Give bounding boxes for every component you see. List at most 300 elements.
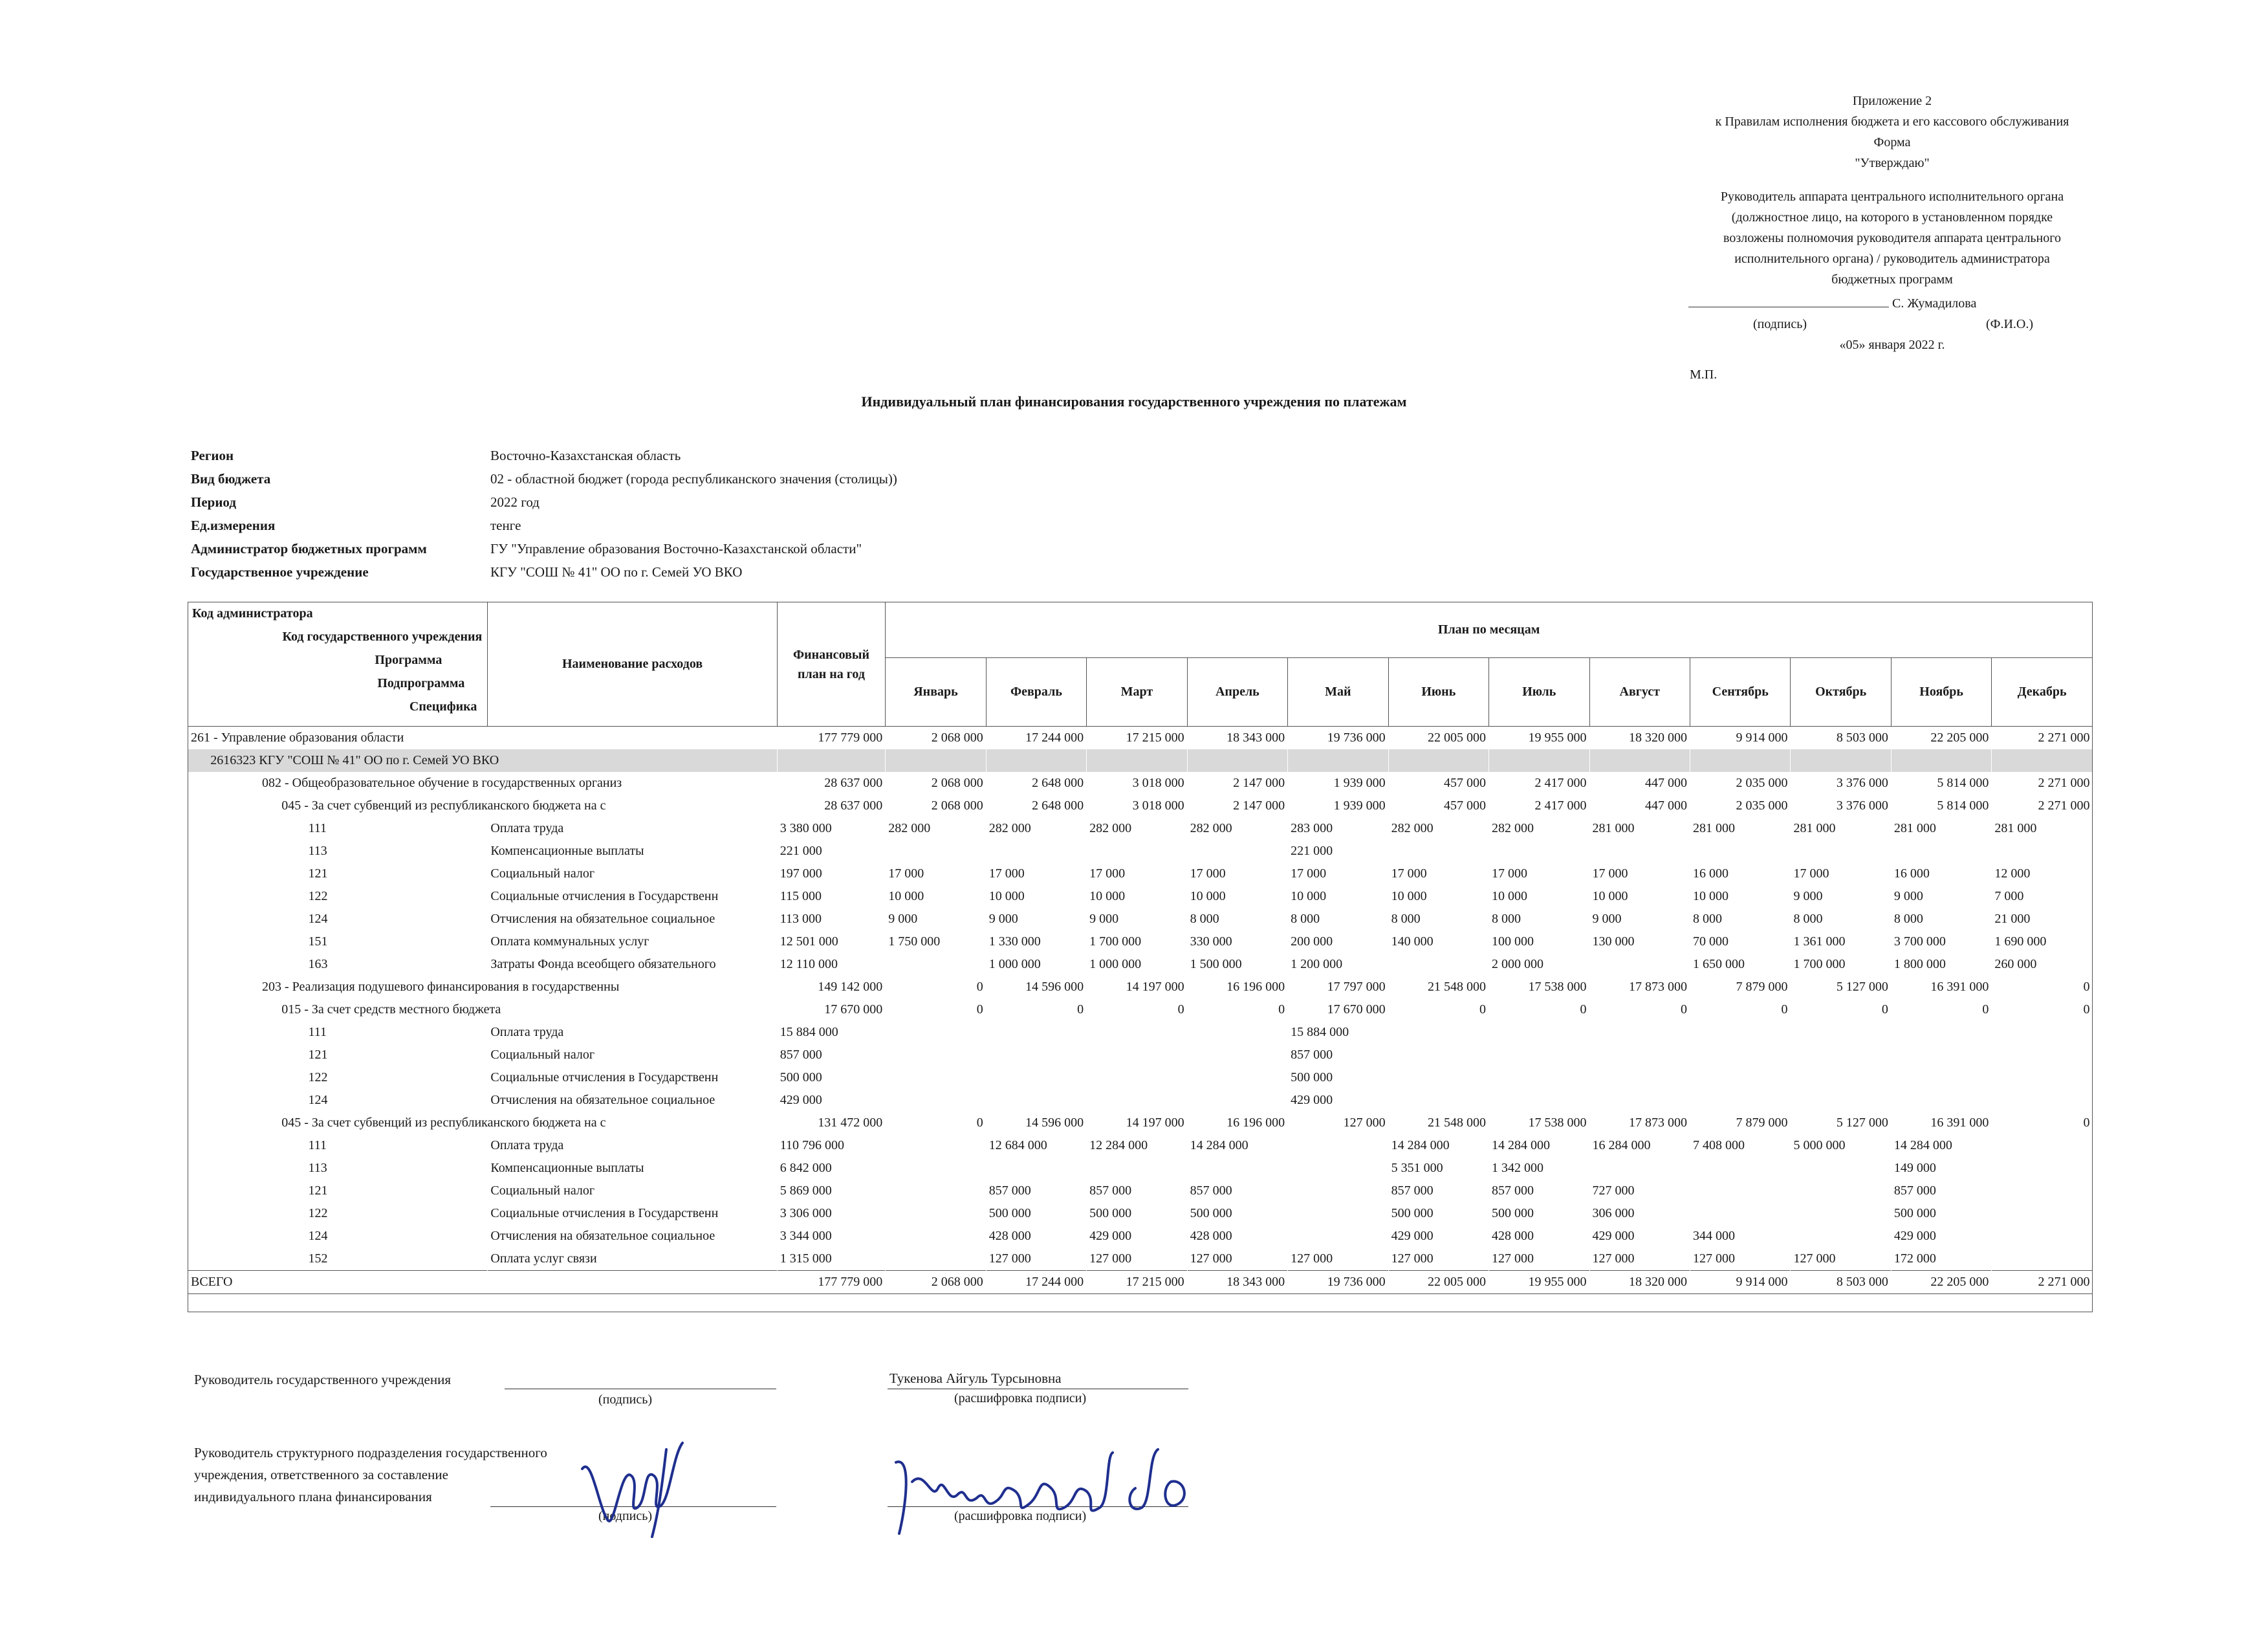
row-month-12	[1992, 1225, 2093, 1248]
row-month-1	[886, 1044, 986, 1066]
row-month-5	[1288, 1225, 1388, 1248]
row-month-5: 857 000	[1291, 1048, 1333, 1062]
row-code: 151	[308, 934, 328, 949]
row-code: 152	[308, 1251, 328, 1266]
row-annual-plan: 3 306 000	[780, 1206, 832, 1220]
row-month-12: 2 271 000	[2038, 776, 2090, 790]
month-header-5: Май	[1288, 658, 1388, 727]
row-month-7	[1489, 840, 1589, 863]
rules-label: к Правилам исполнения бюджета и его кассового обслуживания	[1715, 115, 2069, 129]
head-name-line	[888, 1372, 1188, 1389]
table-row	[188, 1134, 2093, 1157]
row-month-9: 344 000	[1692, 1229, 1735, 1243]
row-annual-plan: 177 779 000	[777, 727, 886, 750]
row-month-12	[1992, 1089, 2093, 1112]
row-month-12	[1992, 1248, 2093, 1271]
month-header-3: Март	[1087, 658, 1187, 727]
month-header-9: Сентябрь	[1690, 658, 1790, 727]
row-month-10	[1791, 1021, 1891, 1044]
head-line-4: исполнительного органа) / руководитель администратора	[1734, 252, 2050, 266]
row-month-5: 17 670 000	[1327, 1002, 1386, 1017]
row-annual-plan: 113 000	[780, 912, 822, 926]
row-month-10: 1 361 000	[1793, 934, 1846, 949]
row-code: 111	[308, 821, 327, 835]
document-title: Индивидуальный план финансирования государственного учреждения по платежам	[861, 393, 1407, 410]
row-annual-plan: 115 000	[780, 889, 822, 903]
row-month-4: 500 000	[1190, 1206, 1232, 1220]
row-name: Оплата труда	[490, 1138, 564, 1152]
head-name: Тукенова Айгуль Турсыновна	[889, 1370, 1062, 1386]
head-line-5: бюджетных программ	[1831, 272, 1953, 287]
row-month-11	[1891, 840, 1991, 863]
row-code: 121	[308, 1183, 328, 1198]
table-row	[188, 930, 2093, 953]
row-annual-plan: 110 796 000	[780, 1138, 844, 1152]
row-month-7: 0	[1580, 1002, 1587, 1017]
row-name: Оплата труда	[490, 1025, 564, 1039]
row-month-4: 857 000	[1190, 1183, 1232, 1198]
row-month-4: 330 000	[1190, 934, 1232, 949]
row-month-9: 0	[1781, 1002, 1788, 1017]
row-code: 124	[308, 1093, 328, 1107]
row-month-8: 727 000	[1592, 1183, 1635, 1198]
row-month-3	[1087, 1044, 1187, 1066]
table-row	[188, 998, 2093, 1021]
appendix-label: Приложение 2	[1852, 94, 1932, 108]
row-month-12: 260 000	[1994, 957, 2037, 971]
row-month-1: 0	[976, 1116, 983, 1130]
row-month-4: 16 196 000	[1227, 1116, 1285, 1130]
name-header: Наименование расходов	[488, 602, 777, 727]
table-row	[188, 976, 2093, 998]
row-month-7: 17 538 000	[1528, 980, 1587, 994]
row-month-9	[1690, 1089, 1790, 1112]
row-month-12: 12 000	[1994, 866, 2031, 881]
head-line-1: Руководитель аппарата центрального исполнительного органа	[1720, 190, 2064, 204]
row-name: Социальный налог	[490, 1048, 595, 1062]
row-month-10: 8 503 000	[1791, 727, 1891, 750]
row-month-2: 12 684 000	[988, 1138, 1047, 1152]
row-month-11: 5 814 000	[1937, 776, 1989, 790]
row-month-2	[986, 1044, 1086, 1066]
approval-signature-line	[1688, 290, 1889, 307]
row-month-5: 10 000	[1291, 889, 1327, 903]
row-month-9	[1690, 1180, 1790, 1202]
row-month-10: 8 000	[1793, 912, 1823, 926]
row-name: Отчисления на обязательное социальное	[490, 1229, 715, 1243]
row-month-5	[1288, 1202, 1388, 1225]
row-month-7: 19 955 000	[1489, 1271, 1589, 1294]
row-month-10	[1791, 1157, 1891, 1180]
meta-key-region: Регион	[191, 448, 234, 463]
row-month-8: 16 284 000	[1592, 1138, 1651, 1152]
table-row	[188, 1044, 2093, 1066]
row-month-10	[1791, 1180, 1891, 1202]
row-month-9: 9 914 000	[1690, 727, 1790, 750]
row-month-11	[1891, 1089, 1991, 1112]
row-month-7: 2 417 000	[1534, 798, 1587, 813]
row-month-2: 282 000	[988, 821, 1031, 835]
table-row	[188, 1066, 2093, 1089]
row-month-6: 10 000	[1391, 889, 1427, 903]
table-row	[188, 749, 2093, 772]
code-header-institution: Код государственного учреждения	[282, 630, 483, 644]
row-month-3: 857 000	[1089, 1183, 1132, 1198]
row-month-11: 149 000	[1893, 1161, 1936, 1175]
row-month-7: 282 000	[1492, 821, 1534, 835]
row-month-10	[1791, 1044, 1891, 1066]
code-header-subprogram: Подпрограмма	[377, 676, 465, 690]
month-header-4: Апрель	[1187, 658, 1287, 727]
row-month-6: 22 005 000	[1388, 727, 1488, 750]
row-month-1: 2 068 000	[886, 1271, 986, 1294]
row-month-10	[1791, 1089, 1891, 1112]
row-annual-plan: 28 637 000	[824, 776, 883, 790]
month-header-11: Ноябрь	[1891, 658, 1991, 727]
row-month-8: 447 000	[1644, 798, 1687, 813]
row-month-5: 15 884 000	[1291, 1025, 1349, 1039]
row-month-10	[1791, 1225, 1891, 1248]
row-month-1: 2 068 000	[931, 798, 983, 813]
row-month-6: 429 000	[1391, 1229, 1434, 1243]
row-month-3: 12 284 000	[1089, 1138, 1148, 1152]
row-annual-plan: 149 142 000	[818, 980, 883, 994]
row-month-8	[1589, 1089, 1690, 1112]
row-month-11	[1891, 1066, 1991, 1089]
struct-line-2: учреждения, ответственного за составление	[194, 1467, 448, 1482]
head-signature-line	[505, 1372, 776, 1389]
row-month-5: 1 939 000	[1333, 776, 1386, 790]
table-row	[188, 953, 2093, 976]
row-annual-plan: 28 637 000	[824, 798, 883, 813]
row-code: ВСЕГО	[188, 1271, 778, 1294]
row-month-11: 500 000	[1893, 1206, 1936, 1220]
row-annual-plan: 3 344 000	[780, 1229, 832, 1243]
row-month-8	[1589, 1021, 1690, 1044]
row-month-11: 22 205 000	[1891, 1271, 1991, 1294]
row-month-9	[1690, 1202, 1790, 1225]
table-row	[188, 885, 2093, 908]
row-month-5: 19 736 000	[1288, 1271, 1388, 1294]
row-month-10: 9 000	[1793, 889, 1823, 903]
row-month-10	[1791, 749, 1891, 772]
row-code: 163	[308, 957, 328, 971]
row-month-6	[1388, 1089, 1488, 1112]
table-row	[188, 1225, 2093, 1248]
row-month-1: 2 068 000	[886, 727, 986, 750]
row-month-7: 127 000	[1492, 1251, 1534, 1266]
row-annual-plan: 857 000	[780, 1048, 822, 1062]
row-month-2: 2 648 000	[1032, 798, 1084, 813]
row-month-7: 2 417 000	[1534, 776, 1587, 790]
row-month-2: 14 596 000	[1025, 980, 1084, 994]
row-month-12: 2 271 000	[2038, 798, 2090, 813]
row-month-8	[1589, 1066, 1690, 1089]
row-month-11: 281 000	[1893, 821, 1936, 835]
row-month-9	[1690, 840, 1790, 863]
row-annual-plan: 17 670 000	[824, 1002, 883, 1017]
row-annual-plan: 12 110 000	[780, 957, 838, 971]
row-month-8	[1589, 953, 1690, 976]
row-month-2	[986, 1066, 1086, 1089]
row-month-1: 282 000	[888, 821, 931, 835]
row-name: Социальные отчисления в Государственн	[490, 889, 719, 903]
row-month-4: 2 147 000	[1233, 798, 1285, 813]
row-month-5	[1288, 1180, 1388, 1202]
month-header-10: Октябрь	[1791, 658, 1891, 727]
row-month-1: 2 068 000	[931, 776, 983, 790]
meta-value-institution: КГУ "СОШ № 41" ОО по г. Семей УО ВКО	[490, 564, 743, 580]
row-annual-plan: 131 472 000	[818, 1116, 883, 1130]
row-month-3: 10 000	[1089, 889, 1126, 903]
row-month-1	[886, 1089, 986, 1112]
row-code: 261 - Управление образования области	[188, 727, 778, 750]
row-month-2: 0	[1077, 1002, 1084, 1017]
row-annual-plan	[777, 749, 886, 772]
row-month-4: 10 000	[1190, 889, 1226, 903]
row-month-7: 2 000 000	[1492, 957, 1544, 971]
meta-key-institution: Государственное учреждение	[191, 564, 369, 580]
row-month-1	[886, 1225, 986, 1248]
row-month-5: 283 000	[1291, 821, 1333, 835]
row-month-10: 17 000	[1793, 866, 1829, 881]
approval-sign-label: (подпись)	[1753, 317, 1807, 331]
row-name: Отчисления на обязательное социальное	[490, 912, 715, 926]
row-month-1: 17 000	[888, 866, 924, 881]
row-code: 082 - Общеобразовательное обучение в государственных организ	[262, 776, 622, 790]
row-month-1	[886, 1248, 986, 1271]
row-month-4	[1187, 1089, 1287, 1112]
code-header-admin: Код администратора	[192, 606, 313, 621]
row-code: 2616323 КГУ "СОШ № 41" ОО по г. Семей УО ВКО	[188, 749, 778, 772]
row-month-5: 127 000	[1343, 1116, 1386, 1130]
row-month-3: 3 018 000	[1132, 798, 1184, 813]
row-month-2: 1 000 000	[988, 957, 1041, 971]
table-row	[188, 863, 2093, 885]
head-signature-label: Руководитель государственного учреждения	[194, 1372, 452, 1387]
meta-key-period: Период	[191, 494, 236, 510]
row-month-6: 14 284 000	[1391, 1138, 1450, 1152]
row-month-9: 1 650 000	[1692, 957, 1745, 971]
struct-sign-label: (подпись)	[598, 1509, 653, 1523]
row-month-6: 457 000	[1444, 798, 1487, 813]
row-month-4: 8 000	[1190, 912, 1219, 926]
row-month-7: 100 000	[1492, 934, 1534, 949]
row-month-8: 127 000	[1592, 1251, 1635, 1266]
row-month-3: 0	[1177, 1002, 1184, 1017]
row-month-6: 457 000	[1444, 776, 1487, 790]
row-month-5: 1 200 000	[1291, 957, 1343, 971]
row-month-3: 14 197 000	[1126, 980, 1184, 994]
row-annual-plan: 1 315 000	[780, 1251, 832, 1266]
row-month-10: 3 376 000	[1836, 798, 1888, 813]
row-month-4: 282 000	[1190, 821, 1232, 835]
row-month-11: 16 391 000	[1930, 1116, 1989, 1130]
row-month-11: 16 391 000	[1930, 980, 1989, 994]
month-header-6: Июнь	[1388, 658, 1488, 727]
row-month-2: 17 244 000	[986, 1271, 1086, 1294]
row-month-8: 306 000	[1592, 1206, 1635, 1220]
row-month-9	[1690, 1044, 1790, 1066]
row-month-11: 429 000	[1893, 1229, 1936, 1243]
row-name: Затраты Фонда всеобщего обязательного	[490, 957, 716, 971]
row-month-6: 282 000	[1391, 821, 1434, 835]
row-month-7: 857 000	[1492, 1183, 1534, 1198]
row-month-12	[1992, 1180, 2093, 1202]
row-month-12: 21 000	[1994, 912, 2031, 926]
row-code: 121	[308, 1048, 328, 1062]
table-row	[188, 840, 2093, 863]
row-month-6	[1388, 749, 1488, 772]
row-month-9: 7 408 000	[1692, 1138, 1745, 1152]
row-month-6: 500 000	[1391, 1206, 1434, 1220]
row-month-4: 2 147 000	[1233, 776, 1285, 790]
table-row	[188, 772, 2093, 795]
row-month-2	[986, 749, 1086, 772]
row-month-9: 2 035 000	[1736, 798, 1788, 813]
row-month-7: 19 955 000	[1489, 727, 1589, 750]
approval-fio-label: (Ф.И.О.)	[1986, 317, 2034, 331]
row-month-4	[1187, 1066, 1287, 1089]
form-label: Форма	[1873, 135, 1911, 149]
row-month-8: 18 320 000	[1589, 727, 1690, 750]
row-month-1	[886, 840, 986, 863]
row-month-7: 10 000	[1492, 889, 1528, 903]
row-month-10: 5 000 000	[1793, 1138, 1846, 1152]
row-month-5: 429 000	[1291, 1093, 1333, 1107]
row-month-3: 282 000	[1089, 821, 1132, 835]
row-month-8: 447 000	[1644, 776, 1687, 790]
row-month-3: 1 000 000	[1089, 957, 1142, 971]
row-month-3: 17 215 000	[1087, 1271, 1187, 1294]
row-month-12	[1992, 1066, 2093, 1089]
approval-date: «05» января 2022 г.	[1839, 338, 1945, 352]
head-decode-label: (расшифровка подписи)	[954, 1391, 1087, 1405]
row-month-7: 17 000	[1492, 866, 1528, 881]
meta-value-unit: тенге	[490, 518, 521, 533]
row-month-1	[886, 953, 986, 976]
meta-value-administrator: ГУ "Управление образования Восточно-Казахстанской области"	[490, 541, 862, 556]
row-code: 113	[308, 1161, 327, 1175]
row-month-6: 17 000	[1391, 866, 1427, 881]
row-month-12: 2 271 000	[1992, 1271, 2093, 1294]
row-month-8	[1589, 749, 1690, 772]
row-annual-plan: 197 000	[780, 866, 822, 881]
row-name: Компенсационные выплаты	[490, 1161, 644, 1175]
row-code: 122	[308, 1206, 328, 1220]
fin-header: Финансовый план на год	[777, 602, 886, 727]
row-month-11: 3 700 000	[1893, 934, 1946, 949]
row-month-11: 1 800 000	[1893, 957, 1946, 971]
row-month-6: 21 548 000	[1428, 1116, 1487, 1130]
month-header-1: Январь	[886, 658, 986, 727]
struct-line-1: Руководитель структурного подразделения государственного	[194, 1445, 547, 1460]
row-month-5: 17 797 000	[1327, 980, 1386, 994]
row-month-5: 17 000	[1291, 866, 1327, 881]
row-month-3	[1087, 840, 1187, 863]
row-month-9	[1690, 1021, 1790, 1044]
row-month-2: 2 648 000	[1032, 776, 1084, 790]
meta-value-period: 2022 год	[490, 494, 540, 510]
row-month-7: 8 000	[1492, 912, 1521, 926]
row-code: 203 - Реализация подушевого финансирования в государственны	[262, 980, 620, 994]
row-month-11: 8 000	[1893, 912, 1923, 926]
row-month-10: 8 503 000	[1791, 1271, 1891, 1294]
row-month-7	[1489, 1066, 1589, 1089]
row-month-4: 428 000	[1190, 1229, 1232, 1243]
row-month-8: 130 000	[1592, 934, 1635, 949]
row-month-9: 70 000	[1692, 934, 1728, 949]
row-month-8	[1589, 1157, 1690, 1180]
row-month-4: 127 000	[1190, 1251, 1232, 1266]
code-header	[188, 602, 488, 727]
row-month-3	[1087, 749, 1187, 772]
row-code: 113	[308, 844, 327, 858]
row-name: Компенсационные выплаты	[490, 844, 644, 858]
row-month-4	[1187, 1157, 1287, 1180]
meta-value-region: Восточно-Казахстанская область	[490, 448, 681, 463]
row-month-7	[1489, 1089, 1589, 1112]
row-month-2	[986, 840, 1086, 863]
row-name: Социальный налог	[490, 866, 595, 881]
row-name: Отчисления на обязательное социальное	[490, 1093, 715, 1107]
financing-plan-table	[188, 602, 2093, 1294]
row-month-1: 10 000	[888, 889, 924, 903]
row-month-9: 9 914 000	[1690, 1271, 1790, 1294]
row-month-6	[1388, 1066, 1488, 1089]
row-month-4: 16 196 000	[1227, 980, 1285, 994]
row-month-5: 127 000	[1291, 1251, 1333, 1266]
row-month-11: 9 000	[1893, 889, 1923, 903]
row-month-6	[1388, 1044, 1488, 1066]
row-month-10	[1791, 1066, 1891, 1089]
row-month-5	[1288, 749, 1388, 772]
row-month-10	[1791, 840, 1891, 863]
row-code: 045 - За счет субвенций из республиканского бюджета на с	[281, 1116, 606, 1130]
row-month-2	[986, 1089, 1086, 1112]
row-name: Оплата услуг связи	[490, 1251, 597, 1266]
row-month-6: 857 000	[1391, 1183, 1434, 1198]
row-month-3: 500 000	[1089, 1206, 1132, 1220]
row-month-12	[1992, 1134, 2093, 1157]
row-month-1: 0	[976, 980, 983, 994]
row-code: 111	[308, 1025, 327, 1039]
row-month-4: 18 343 000	[1187, 1271, 1287, 1294]
struct-line-3: индивидуального плана финансирования	[194, 1489, 432, 1504]
row-code: 111	[308, 1138, 327, 1152]
row-month-11	[1891, 1021, 1991, 1044]
row-annual-plan: 221 000	[780, 844, 822, 858]
row-month-6	[1388, 840, 1488, 863]
row-month-12: 281 000	[1994, 821, 2037, 835]
row-month-10	[1791, 1202, 1891, 1225]
row-month-6: 21 548 000	[1428, 980, 1487, 994]
row-month-8	[1589, 1044, 1690, 1066]
row-name: Социальный налог	[490, 1183, 595, 1198]
row-code: 015 - За счет средств местного бюджета	[281, 1002, 501, 1017]
row-month-6: 8 000	[1391, 912, 1421, 926]
row-month-8: 0	[1680, 1002, 1687, 1017]
row-month-2: 17 244 000	[986, 727, 1086, 750]
approval-signer: С. Жумадилова	[1892, 296, 1977, 311]
row-month-4	[1187, 840, 1287, 863]
row-month-11: 857 000	[1893, 1183, 1936, 1198]
row-month-3: 3 018 000	[1132, 776, 1184, 790]
row-month-3: 127 000	[1089, 1251, 1132, 1266]
row-month-3	[1087, 1157, 1187, 1180]
row-annual-plan: 3 380 000	[780, 821, 832, 835]
row-month-2: 10 000	[988, 889, 1025, 903]
